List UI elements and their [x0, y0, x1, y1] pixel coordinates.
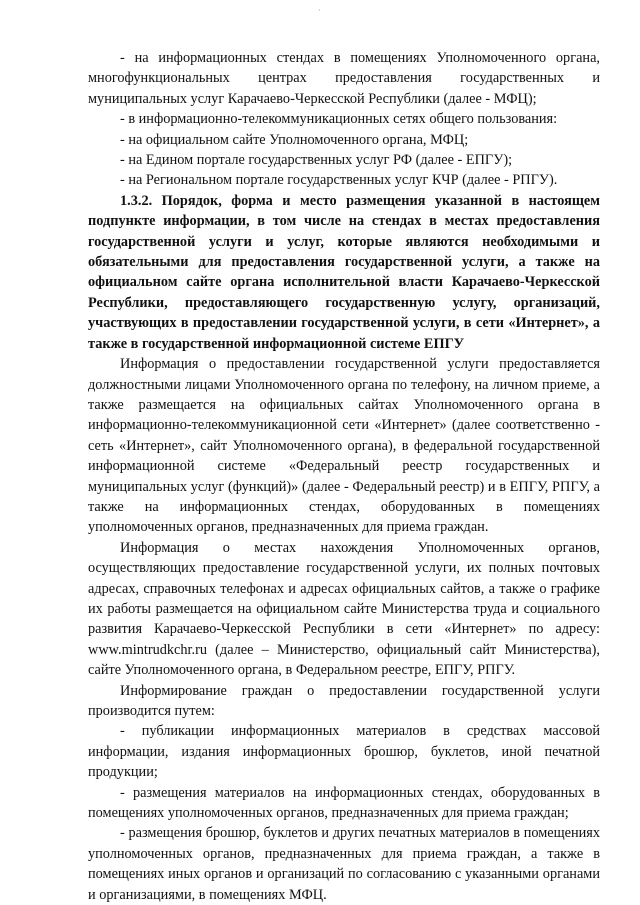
- list-item-stands: - размещения материалов на информационных стендах, оборудованных в помещениях уполномоченных органов, предназначенных для приема граждан;: [88, 784, 600, 822]
- paragraph-informing-methods: Информирование граждан о предоставлении государственной услуги производится путем:: [88, 682, 600, 719]
- list-item-publications: - публикации информационных материалов в средствах массовой информации, издания информационных брошюр, буклетов, иной печатной продукции;: [88, 723, 600, 781]
- list-item-brochures: - размещения брошюр, буклетов и других печатных материалов в помещениях уполномоченных органов, предназначенных для приема граждан, а также в помещениях иных органов и организаций по согласованию с указанными органами и организациями, в помещениях МФЦ.: [88, 825, 600, 903]
- paragraph-info-provision: Информация о предоставлении государственной услуги предоставляется должностными лицами Уполномоченного органа по телефону, на личном приеме, а также размещается на официальных сайтах Уполномоченного органа в информационно-телекоммуникационной сети «Интернет» (далее соответственно - сеть «Интернет», сайт Уполномоченного органа), в федеральной государственной информационной системе «Федеральный реестр государственных и муниципальных услуг (функций)» (далее - Федеральный реестр) и в ЕПГУ, РПГУ, а также на информационных стендах, оборудованных в помещениях уполномоченных органов, предназначенных для приема граждан.: [88, 356, 600, 536]
- paragraph-epgu: - на Едином портале государственных услуг РФ (далее - ЕПГУ);: [120, 152, 513, 169]
- paragraph-locations: Информация о местах нахождения Уполномоченных органов, осуществляющих предоставление государственной услуги, их полных почтовых адресах, справочных телефонах и адресах официальных сайтов, а также о графике их работы размещается на официальном сайте Министерства труда и социального развития Карачаево-Черкесской Республики в сети «Интернет» по адресу: www.mintrudkchr.ru (далее – Министерство, официальный сайт Министерства), сайте Уполномоченного органа, в Федеральном реестре, ЕПГУ, РПГУ.: [88, 539, 600, 679]
- section-heading-1-3-2: 1.3.2. Порядок, форма и место размещения указанной в настоящем подпункте информации, в том числе на стендах в местах предоставления государственной услуги и услуг, которые являются необходимыми и обязательными для предоставления государственной услуги, а также на официальном сайте органа исполнительной власти Карачаево-Черкесской Республики, предоставляющего государственную услугу, организаций, участвующих в предоставлении государственной услуги, в сети «Интернет», а также в государственной информационной системе ЕПГУ: [88, 192, 600, 352]
- paragraph-networks: - в информационно-телекоммуникационных сетях общего пользования:: [120, 111, 558, 128]
- scan-mark: ·: [318, 6, 321, 15]
- paragraph-official-site: - на официальном сайте Уполномоченного органа, МФЦ;: [120, 131, 469, 148]
- document-body: [88, 48, 600, 905]
- paragraph-rpgu: - на Региональном портале государственных услуг КЧР (далее - РПГУ).: [120, 172, 558, 189]
- paragraph-stands: - на информационных стендах в помещениях Уполномоченного органа, многофункциональных центрах предоставления государственных и муниципальных услуг Карачаево-Черкесской Республики (далее - МФЦ);: [88, 50, 600, 107]
